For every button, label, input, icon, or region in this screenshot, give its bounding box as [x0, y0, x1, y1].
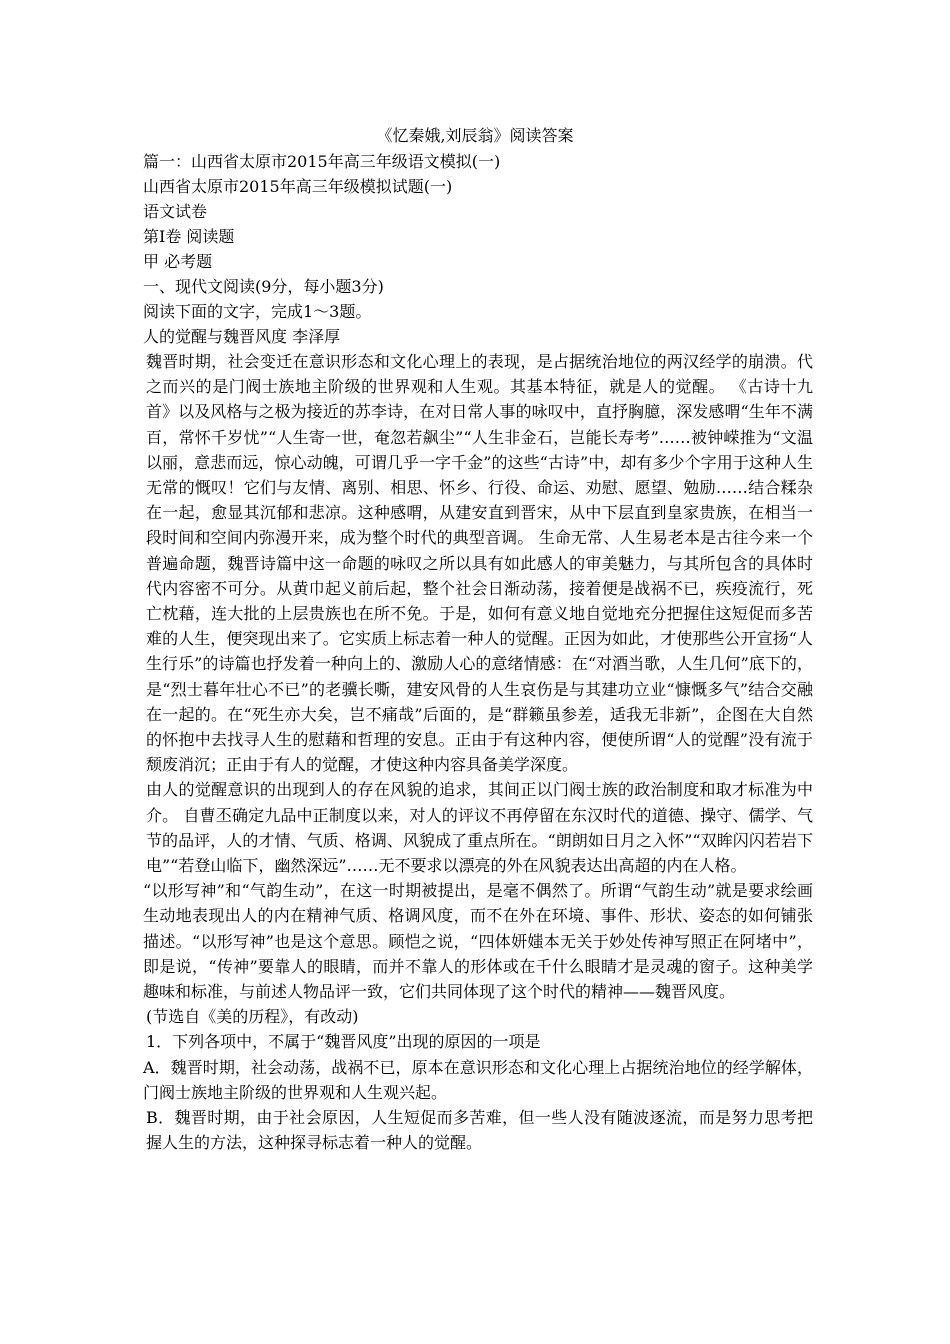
header-line: 篇一：山西省太原市2015年高三年级语文模拟(一) [143, 152, 501, 171]
source-note: (节选自《美的历程》，有改动) [146, 1007, 359, 1027]
header-line: 人的觉醒与魏晋风度 李泽厚 [143, 327, 341, 346]
body-paragraph: 由人的觉醒意识的出现到人的存在风貌的追求，其间正以门阀士族的政治制度和取才标准为中介。 自曹丕确定九品中正制度以来，对人的评议不再停留在东汉时代的道德、操守、儒学、气节的品评，人的才情、气质、格调、风貌成了重点所在。“朗朗如日月之入怀”“双眸闪闪若岩下电”“若登山临下，幽然深远”……无不要求以漂亮的外在风貌表达出高超的内在人格。 [146, 780, 813, 876]
header-line: 阅读下面的文字，完成1～3题。 [143, 302, 372, 321]
body-paragraph: 魏晋时期，社会变迁在意识形态和文化心理上的表现，是占据统治地位的两汉经学的崩溃。代之而兴的是门阀士族地主阶级的世界观和人生观。其基本特征，就是人的觉醒。 《古诗十九首》以及风格与之极为接近的苏李诗，在对日常人事的咏叹中，直抒胸臆，深发感喟“生年不满百，常怀千岁忧”“人生寄一世，奄忽若飙尘”“人生非金石，岂能长寿考”……被钟嵘推为“文温以丽，意悲而远，惊心动魄，可谓几乎一字千金”的这些“古诗”中，却有多少个字用于这种人生无常的慨叹！它们与友情、离别、相思、怀乡、行役、命运、劝慰、愿望、勉励……结合糅杂在一起，愈显其沉郁和悲凉。这种感喟，从建安直到晋宋，从中下层直到皇家贵族，在相当一段时间和空间内弥漫开来，成为整个时代的典型音调。 生命无常、人生易老本是古往今来一个普遍命题，魏晋诗篇中这一命题的咏叹之所以具有如此感人的审美魅力，与其所包含的具体时代内容密不可分。从黄巾起义前后起，整个社会日渐动荡，接着便是战祸不已，疾疫流行，死亡枕藉，连大批的上层贵族也在所不免。于是，如何有意义地自觉地充分把握住这短促而多苦难的人生，便突现出来了。它实质上标志着一种人的觉醒。正因为如此，才使那些公开宣扬“人生行乐”的诗篇也抒发着一种向上的、激励人心的意绪情感：在“对酒当歌，人生几何”底下的，是“烈士暮年壮心不已”的老骥长嘶，建安风骨的人生哀伤是与其建功立业“慷慨多气”结合交融在一起的。在“死生亦大矣，岂不痛哉”后面的，是“群籁虽参差，适我无非新”，企图在大自然的怀抱中去找寻人生的慰藉和哲理的安息。正由于有这种内容，便使所谓“人的觉醒”没有流于颓废消沉；正由于有人的觉醒，才使这种内容具备美学深度。 [146, 352, 813, 775]
answer-option: A．魏晋时期，社会动荡，战祸不已，原本在意识形态和文化心理上占据统治地位的经学解体，门阀士族地主阶级的世界观和人生观兴起。 [143, 1057, 813, 1102]
document-body [143, 149, 813, 1156]
question-text: 1．下列各项中，不属于“魏晋风度”出现的原因的一项是 [146, 1032, 541, 1052]
header-line: 山西省太原市2015年高三年级模拟试题(一) [143, 177, 453, 196]
header-line: 甲 必考题 [143, 252, 213, 271]
header-line: 语文试卷 [143, 202, 208, 221]
header-line: 第Ⅰ卷 阅读题 [143, 227, 235, 246]
document-title: 《忆秦娥,刘辰翁》阅读答案 [376, 126, 574, 145]
body-paragraph: “以形写神”和“气韵生动”，在这一时期被提出，是毫不偶然了。所谓“气韵生动”就是要求绘画生动地表现出人的内在精神气质、格调风度，而不在外在环境、事件、形状、姿态的如何铺张描述。“以形写神”也是这个意思。顾恺之说，“四体妍媸本无关于妙处传神写照正在阿堵中”，即是说，“传神”要靠人的眼睛，而并不靠人的形体或在千什么眼睛才是灵魂的窗子。这种美学趣味和标准，与前述人物品评一致，它们共同体现了这个时代的精神——魏晋风度。 [143, 881, 813, 1002]
header-line: 一、现代文阅读(9分，每小题3分) [143, 277, 384, 296]
answer-option: B．魏晋时期，由于社会原因，人生短促而多苦难，但一些人没有随波逐流，而是努力思考把握人生的方法，这种探寻标志着一种人的觉醒。 [146, 1108, 813, 1153]
